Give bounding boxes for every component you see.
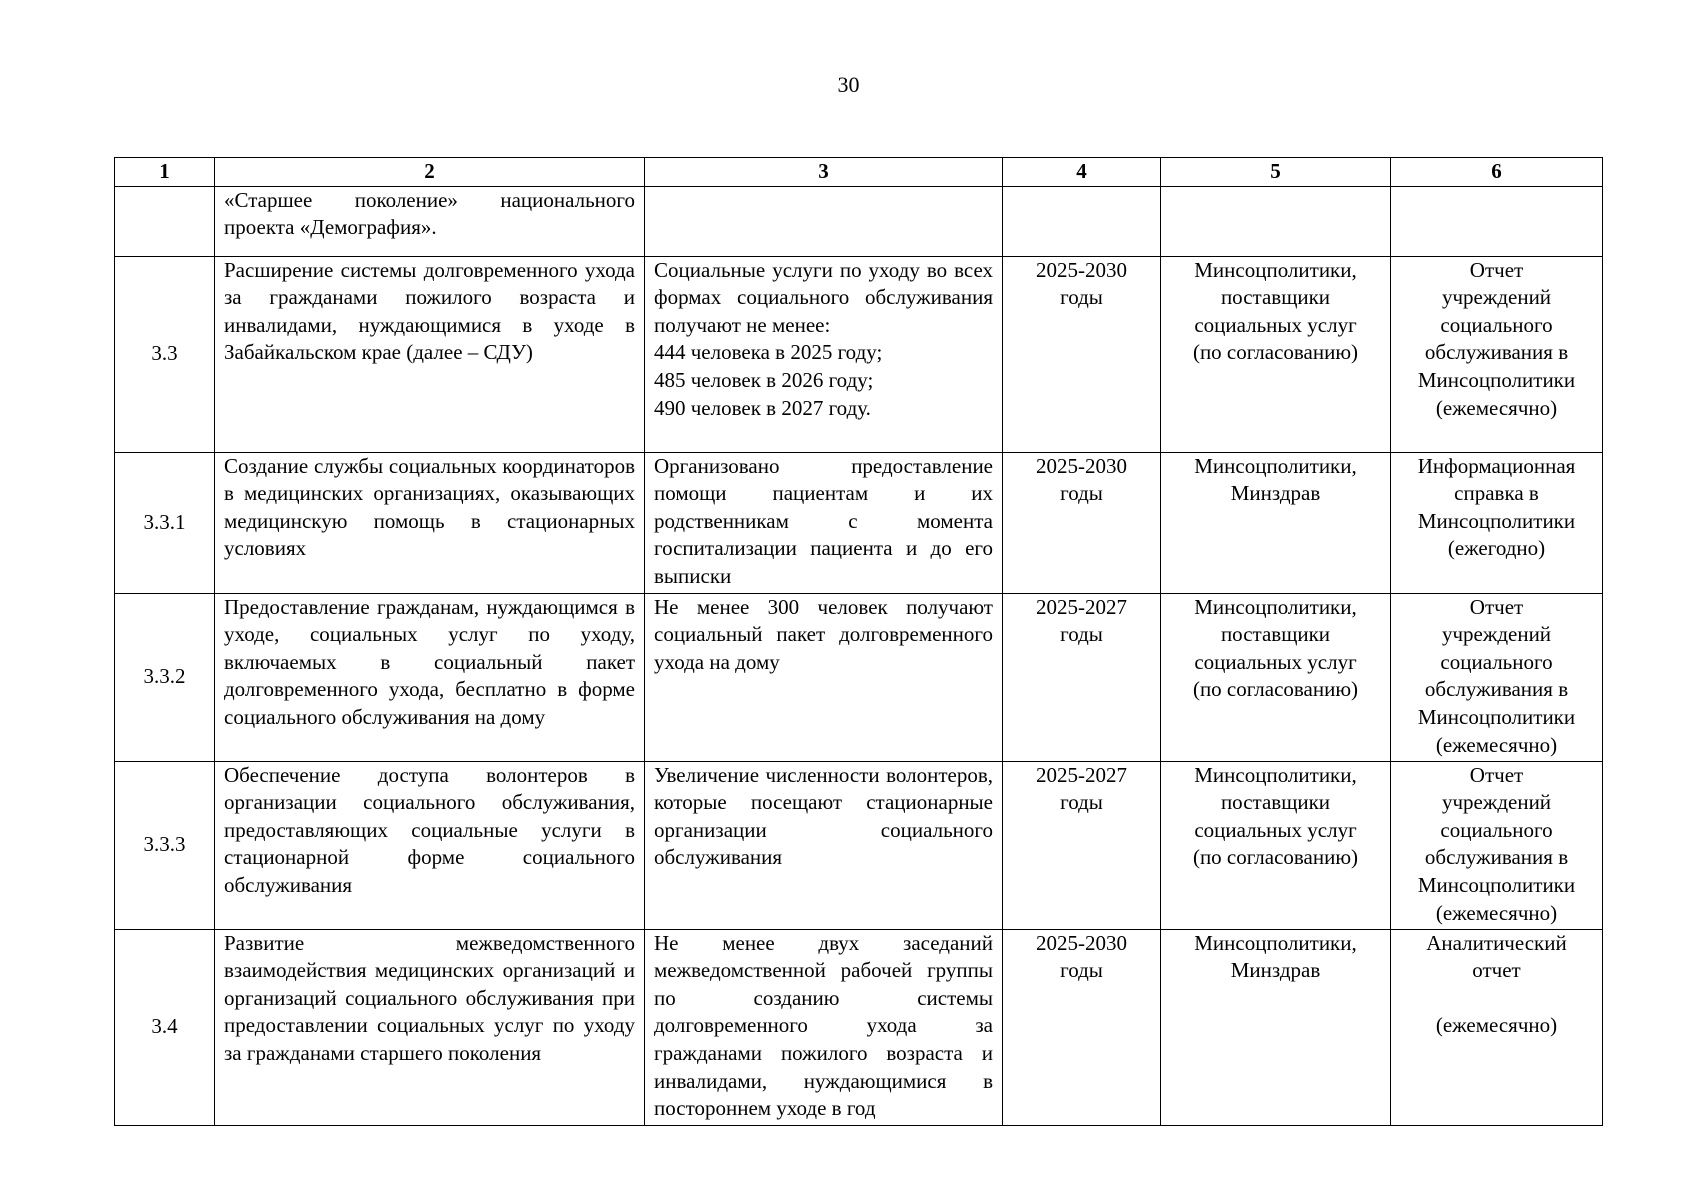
- responsible-cell: [1161, 593, 1391, 761]
- report-line: отчет: [1472, 958, 1521, 983]
- period-line: 2025-2030: [1036, 257, 1127, 282]
- result-cell: [645, 452, 1003, 593]
- period-line: 2025-2027: [1036, 594, 1127, 619]
- result-line: Социальные услуги по уходу во всех формах социального обслуживания получают не менее:: [654, 257, 993, 337]
- period-cell: [1003, 593, 1161, 761]
- report-cell: [1391, 593, 1603, 761]
- period-line: годы: [1060, 958, 1103, 983]
- report-line: Отчет: [1469, 594, 1524, 619]
- row-number-cell: 3.3.3: [115, 761, 215, 929]
- result-line: Не менее двух заседаний межведомственной рабочей группы по созданию системы долговременного ухода за гражданами пожилого возраста и инвалидами, нуждающимися в постороннем уходе в год: [654, 930, 993, 1121]
- report-line: [1400, 985, 1593, 1013]
- result-line: Не менее 300 человек получают социальный пакет долговременного ухода на дому: [654, 594, 993, 674]
- responsible-line: социальных услуг: [1194, 817, 1357, 842]
- responsible-line: (по согласованию): [1192, 677, 1359, 702]
- period-line: годы: [1060, 285, 1103, 310]
- report-line: обслуживания в: [1424, 845, 1569, 870]
- row-number-cell: 3.3: [115, 256, 215, 452]
- report-line: учреждений: [1441, 285, 1552, 310]
- table-row: [115, 452, 1603, 593]
- table-row: [115, 256, 1603, 452]
- period-line: 2025-2030: [1036, 453, 1127, 478]
- period-line: годы: [1060, 622, 1103, 647]
- document-table: [114, 157, 1603, 1126]
- report-line: справка в: [1454, 481, 1539, 506]
- report-cell: [1391, 761, 1603, 929]
- report-cell: [1391, 929, 1603, 1125]
- column-header: 5: [1161, 158, 1391, 187]
- result-line: 490 человек в 2027 году.: [654, 395, 871, 420]
- report-line: Минсоцполитики: [1417, 872, 1576, 897]
- table-row: [115, 929, 1603, 1125]
- report-line: обслуживания в: [1424, 677, 1569, 702]
- report-line: (ежемесячно): [1435, 900, 1558, 925]
- result-cell: [645, 929, 1003, 1125]
- result-line: 485 человек в 2026 году;: [654, 367, 874, 392]
- responsible-line: Минсоцполитики,: [1194, 930, 1357, 955]
- result-cell: [645, 761, 1003, 929]
- period-line: 2025-2027: [1036, 762, 1127, 787]
- column-header: 4: [1003, 158, 1161, 187]
- responsible-line: поставщики: [1220, 285, 1331, 310]
- responsible-line: социальных услуг: [1194, 312, 1357, 337]
- table-row: [115, 186, 1603, 256]
- table-header-row: [115, 158, 1603, 187]
- responsible-line: Минсоцполитики,: [1194, 453, 1357, 478]
- report-line: социального: [1440, 312, 1553, 337]
- report-cell: [1391, 452, 1603, 593]
- report-line: (ежемесячно): [1435, 395, 1558, 420]
- report-line: (ежемесячно): [1435, 732, 1558, 757]
- responsible-cell: [1161, 929, 1391, 1125]
- report-cell: [1391, 256, 1603, 452]
- period-cell: [1003, 452, 1161, 593]
- period-cell: [1003, 929, 1161, 1125]
- report-line: социального: [1440, 649, 1553, 674]
- activity-cell: Обеспечение доступа волонтеров в организации социального обслуживания, предоставляющих социальные услуги в стационарной форме социального обслуживания: [215, 761, 645, 929]
- activity-cell: «Старшее поколение» национального проекта «Демография».: [215, 186, 645, 256]
- period-cell: [1003, 761, 1161, 929]
- report-cell: [1391, 186, 1603, 256]
- activity-cell: Расширение системы долговременного ухода за гражданами пожилого возраста и инвалидами, нуждающимися в уходе в Забайкальском крае (далее – СДУ): [215, 256, 645, 452]
- report-line: обслуживания в: [1424, 340, 1569, 365]
- table-row: [115, 593, 1603, 761]
- report-line: Минсоцполитики: [1417, 704, 1576, 729]
- responsible-line: социальных услуг: [1194, 649, 1357, 674]
- result-cell: [645, 186, 1003, 256]
- responsible-line: Минсоцполитики,: [1194, 257, 1357, 282]
- table-row: [115, 761, 1603, 929]
- result-line: Организовано предоставление помощи пациентам и их родственникам с момента госпитализации пациента и до его выписки: [654, 453, 993, 588]
- result-cell: [645, 593, 1003, 761]
- report-line: (ежемесячно): [1435, 1013, 1558, 1038]
- responsible-line: (по согласованию): [1192, 340, 1359, 365]
- responsible-cell: [1161, 186, 1391, 256]
- report-line: Отчет: [1469, 257, 1524, 282]
- report-line: Минсоцполитики: [1417, 367, 1576, 392]
- responsible-line: Минсоцполитики,: [1194, 762, 1357, 787]
- row-number-cell: 3.4: [115, 929, 215, 1125]
- table-body: [115, 186, 1603, 1125]
- period-cell: [1003, 186, 1161, 256]
- page-number: 30: [837, 72, 860, 97]
- result-line: Увеличение численности волонтеров, которые посещают стационарные организации социального обслуживания: [654, 762, 993, 870]
- row-number-cell: 3.3.1: [115, 452, 215, 593]
- activity-cell: Предоставление гражданам, нуждающимся в уходе, социальных услуг по уходу, включаемых в социальный пакет долговременного ухода, бесплатно в форме социального обслуживания на дому: [215, 593, 645, 761]
- responsible-cell: [1161, 256, 1391, 452]
- result-line: 444 человека в 2025 году;: [654, 340, 883, 365]
- period-line: годы: [1060, 481, 1103, 506]
- period-cell: [1003, 256, 1161, 452]
- responsible-line: поставщики: [1220, 622, 1331, 647]
- responsible-cell: [1161, 761, 1391, 929]
- activity-cell: Развитие межведомственного взаимодействия медицинских организаций и организаций социального обслуживания при предоставлении социальных услуг по уходу за гражданами старшего поколения: [215, 929, 645, 1125]
- report-line: Информационная: [1417, 453, 1576, 478]
- row-number-cell: 3.3.2: [115, 593, 215, 761]
- column-header: 2: [215, 158, 645, 187]
- report-line: учреждений: [1441, 622, 1552, 647]
- period-line: годы: [1060, 790, 1103, 815]
- column-header: 6: [1391, 158, 1603, 187]
- report-line: Отчет: [1469, 762, 1524, 787]
- responsible-line: Минсоцполитики,: [1194, 594, 1357, 619]
- responsible-line: Минздрав: [1230, 481, 1321, 506]
- column-header: 1: [115, 158, 215, 187]
- report-line: учреждений: [1441, 790, 1552, 815]
- responsible-line: Минздрав: [1230, 958, 1321, 983]
- report-line: Минсоцполитики: [1417, 508, 1576, 533]
- responsible-line: (по согласованию): [1192, 845, 1359, 870]
- report-line: (ежегодно): [1447, 536, 1546, 561]
- row-number-cell: [115, 186, 215, 256]
- period-line: 2025-2030: [1036, 930, 1127, 955]
- column-header: 3: [645, 158, 1003, 187]
- report-line: социального: [1440, 817, 1553, 842]
- result-cell: [645, 256, 1003, 452]
- report-line: Аналитический: [1426, 930, 1567, 955]
- activity-cell: Создание службы социальных координаторов в медицинских организациях, оказывающих медицинскую помощь в стационарных условиях: [215, 452, 645, 593]
- responsible-cell: [1161, 452, 1391, 593]
- responsible-line: поставщики: [1220, 790, 1331, 815]
